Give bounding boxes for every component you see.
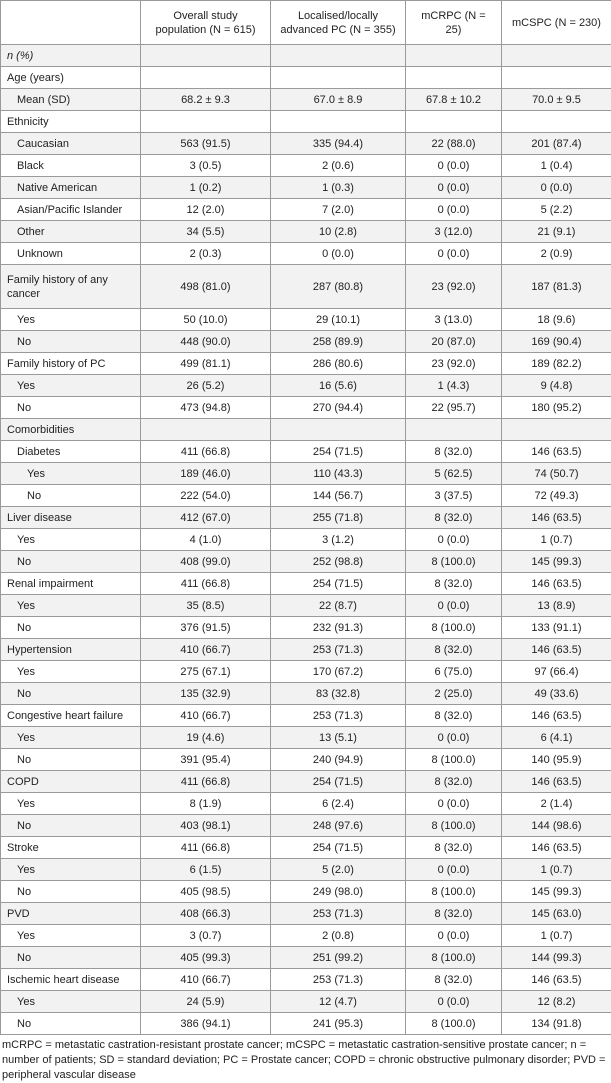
row-label: Unknown xyxy=(1,243,141,265)
cell-value: 72 (49.3) xyxy=(502,485,611,507)
cell-value: 8 (32.0) xyxy=(406,507,502,529)
cell-value xyxy=(502,419,611,441)
table-row xyxy=(1,881,611,903)
row-label: Asian/Pacific Islander xyxy=(1,199,141,221)
cell-value: 146 (63.5) xyxy=(502,969,611,991)
cell-value: 3 (0.7) xyxy=(141,925,271,947)
cell-value xyxy=(406,45,502,67)
cell-value xyxy=(271,67,406,89)
cell-value: 21 (9.1) xyxy=(502,221,611,243)
cell-value: 6 (4.1) xyxy=(502,727,611,749)
table-row xyxy=(1,463,611,485)
cell-value: 249 (98.0) xyxy=(271,881,406,903)
cell-value: 2 (1.4) xyxy=(502,793,611,815)
cell-value: 3 (0.5) xyxy=(141,155,271,177)
cell-value: 0 (0.0) xyxy=(406,727,502,749)
cell-value: 70.0 ± 9.5 xyxy=(502,89,611,111)
cell-value: 253 (71.3) xyxy=(271,903,406,925)
row-label: Yes xyxy=(1,859,141,881)
cell-value: 144 (99.3) xyxy=(502,947,611,969)
cell-value: 8 (100.0) xyxy=(406,881,502,903)
cell-value: 1 (0.2) xyxy=(141,177,271,199)
cell-value: 0 (0.0) xyxy=(406,243,502,265)
cell-value: 8 (32.0) xyxy=(406,705,502,727)
row-label: Stroke xyxy=(1,837,141,859)
table-row xyxy=(1,903,611,925)
row-label: Yes xyxy=(1,661,141,683)
row-label: Ethnicity xyxy=(1,111,141,133)
cell-value: 8 (100.0) xyxy=(406,947,502,969)
cell-value: 8 (100.0) xyxy=(406,815,502,837)
table-body xyxy=(1,45,611,1035)
cell-value: 410 (66.7) xyxy=(141,705,271,727)
cell-value: 20 (87.0) xyxy=(406,331,502,353)
cell-value: 145 (99.3) xyxy=(502,551,611,573)
cell-value: 8 (1.9) xyxy=(141,793,271,815)
row-label: Caucasian xyxy=(1,133,141,155)
row-label: Yes xyxy=(1,529,141,551)
cell-value: 8 (32.0) xyxy=(406,639,502,661)
cell-value: 19 (4.6) xyxy=(141,727,271,749)
table-row xyxy=(1,947,611,969)
cell-value: 498 (81.0) xyxy=(141,265,271,309)
cell-value: 13 (5.1) xyxy=(271,727,406,749)
cell-value: 35 (8.5) xyxy=(141,595,271,617)
cell-value: 251 (99.2) xyxy=(271,947,406,969)
cell-value: 254 (71.5) xyxy=(271,837,406,859)
cell-value: 254 (71.5) xyxy=(271,771,406,793)
row-label: Yes xyxy=(1,375,141,397)
cell-value: 146 (63.5) xyxy=(502,573,611,595)
table-row xyxy=(1,177,611,199)
table-row xyxy=(1,727,611,749)
cell-value: 8 (32.0) xyxy=(406,573,502,595)
cell-value: 411 (66.8) xyxy=(141,837,271,859)
cell-value: 170 (67.2) xyxy=(271,661,406,683)
cell-value: 253 (71.3) xyxy=(271,969,406,991)
cell-value: 2 (0.6) xyxy=(271,155,406,177)
cell-value: 22 (8.7) xyxy=(271,595,406,617)
header-cell-mcrpc: mCRPC (N = 25) xyxy=(406,1,502,45)
row-label: Black xyxy=(1,155,141,177)
row-label: Liver disease xyxy=(1,507,141,529)
cell-value: 0 (0.0) xyxy=(406,595,502,617)
cell-value xyxy=(141,111,271,133)
cell-value: 97 (66.4) xyxy=(502,661,611,683)
cell-value: 110 (43.3) xyxy=(271,463,406,485)
cell-value: 145 (63.0) xyxy=(502,903,611,925)
cell-value: 135 (32.9) xyxy=(141,683,271,705)
cell-value: 255 (71.8) xyxy=(271,507,406,529)
section-row xyxy=(1,67,611,89)
cell-value: 67.0 ± 8.9 xyxy=(271,89,406,111)
cell-value: 8 (100.0) xyxy=(406,551,502,573)
cell-value: 3 (1.2) xyxy=(271,529,406,551)
table-row xyxy=(1,265,611,309)
cell-value: 2 (0.8) xyxy=(271,925,406,947)
cell-value: 287 (80.8) xyxy=(271,265,406,309)
cell-value: 134 (91.8) xyxy=(502,1013,611,1035)
row-label: Yes xyxy=(1,309,141,331)
row-label: COPD xyxy=(1,771,141,793)
cell-value: 411 (66.8) xyxy=(141,441,271,463)
cell-value: 0 (0.0) xyxy=(502,177,611,199)
table-row xyxy=(1,925,611,947)
table-row xyxy=(1,661,611,683)
cell-value: 405 (99.3) xyxy=(141,947,271,969)
cell-value: 9 (4.8) xyxy=(502,375,611,397)
table-row xyxy=(1,507,611,529)
cell-value xyxy=(406,67,502,89)
cell-value: 169 (90.4) xyxy=(502,331,611,353)
cell-value: 473 (94.8) xyxy=(141,397,271,419)
table-row xyxy=(1,221,611,243)
row-label: Yes xyxy=(1,595,141,617)
cell-value: 24 (5.9) xyxy=(141,991,271,1013)
row-label: Ischemic heart disease xyxy=(1,969,141,991)
cell-value: 7 (2.0) xyxy=(271,199,406,221)
cell-value: 286 (80.6) xyxy=(271,353,406,375)
cell-value: 22 (88.0) xyxy=(406,133,502,155)
cell-value: 189 (82.2) xyxy=(502,353,611,375)
cell-value: 405 (98.5) xyxy=(141,881,271,903)
cell-value xyxy=(502,111,611,133)
cell-value: 410 (66.7) xyxy=(141,639,271,661)
row-label: Yes xyxy=(1,925,141,947)
cell-value: 0 (0.0) xyxy=(406,155,502,177)
cell-value: 146 (63.5) xyxy=(502,771,611,793)
cell-value: 8 (32.0) xyxy=(406,837,502,859)
table-row xyxy=(1,859,611,881)
cell-value: 408 (99.0) xyxy=(141,551,271,573)
cell-value: 12 (4.7) xyxy=(271,991,406,1013)
cell-value: 26 (5.2) xyxy=(141,375,271,397)
row-label: Yes xyxy=(1,793,141,815)
cell-value: 252 (98.8) xyxy=(271,551,406,573)
cell-value: 146 (63.5) xyxy=(502,441,611,463)
cell-value: 50 (10.0) xyxy=(141,309,271,331)
cell-value xyxy=(502,67,611,89)
cell-value: 412 (67.0) xyxy=(141,507,271,529)
cell-value: 34 (5.5) xyxy=(141,221,271,243)
cell-value: 3 (13.0) xyxy=(406,309,502,331)
cell-value: 240 (94.9) xyxy=(271,749,406,771)
table-row xyxy=(1,199,611,221)
cell-value: 0 (0.0) xyxy=(271,243,406,265)
cell-value: 408 (66.3) xyxy=(141,903,271,925)
cell-value: 1 (4.3) xyxy=(406,375,502,397)
cell-value: 8 (100.0) xyxy=(406,1013,502,1035)
row-label: PVD xyxy=(1,903,141,925)
cell-value: 3 (12.0) xyxy=(406,221,502,243)
cell-value xyxy=(141,67,271,89)
cell-value: 6 (2.4) xyxy=(271,793,406,815)
cell-value: 133 (91.1) xyxy=(502,617,611,639)
table-row xyxy=(1,397,611,419)
cell-value: 22 (95.7) xyxy=(406,397,502,419)
cell-value: 0 (0.0) xyxy=(406,991,502,1013)
cell-value: 74 (50.7) xyxy=(502,463,611,485)
table-row xyxy=(1,89,611,111)
row-label: Other xyxy=(1,221,141,243)
cell-value: 180 (95.2) xyxy=(502,397,611,419)
cell-value: 499 (81.1) xyxy=(141,353,271,375)
cell-value: 232 (91.3) xyxy=(271,617,406,639)
header-cell-label xyxy=(1,1,141,45)
row-label: No xyxy=(1,551,141,573)
cell-value: 253 (71.3) xyxy=(271,705,406,727)
table-row xyxy=(1,969,611,991)
cell-value: 18 (9.6) xyxy=(502,309,611,331)
cell-value: 1 (0.7) xyxy=(502,529,611,551)
section-row xyxy=(1,419,611,441)
cell-value: 6 (75.0) xyxy=(406,661,502,683)
cell-value: 411 (66.8) xyxy=(141,573,271,595)
row-label: No xyxy=(1,881,141,903)
table-row xyxy=(1,793,611,815)
header-cell-localised: Localised/locally advanced PC (N = 355) xyxy=(271,1,406,45)
row-label: No xyxy=(1,1013,141,1035)
cell-value: 410 (66.7) xyxy=(141,969,271,991)
table-row xyxy=(1,683,611,705)
table-row xyxy=(1,617,611,639)
section-row xyxy=(1,111,611,133)
cell-value: 144 (98.6) xyxy=(502,815,611,837)
cell-value: 5 (2.2) xyxy=(502,199,611,221)
row-label: No xyxy=(1,683,141,705)
cell-value: 2 (0.3) xyxy=(141,243,271,265)
table-row xyxy=(1,1013,611,1035)
table-row xyxy=(1,133,611,155)
cell-value: 3 (37.5) xyxy=(406,485,502,507)
table-row xyxy=(1,815,611,837)
row-label: No xyxy=(1,749,141,771)
cell-value: 201 (87.4) xyxy=(502,133,611,155)
cell-value xyxy=(271,111,406,133)
cell-value: 187 (81.3) xyxy=(502,265,611,309)
row-label: Yes xyxy=(1,727,141,749)
cell-value: 411 (66.8) xyxy=(141,771,271,793)
row-label: Native American xyxy=(1,177,141,199)
cell-value: 23 (92.0) xyxy=(406,353,502,375)
cell-value: 67.8 ± 10.2 xyxy=(406,89,502,111)
row-label: No xyxy=(1,397,141,419)
cell-value: 189 (46.0) xyxy=(141,463,271,485)
cell-value: 144 (56.7) xyxy=(271,485,406,507)
row-label: No xyxy=(1,485,141,507)
cell-value: 1 (0.3) xyxy=(271,177,406,199)
cell-value: 12 (2.0) xyxy=(141,199,271,221)
cell-value: 563 (91.5) xyxy=(141,133,271,155)
cell-value: 270 (94.4) xyxy=(271,397,406,419)
row-label: Yes xyxy=(1,991,141,1013)
row-label: Comorbidities xyxy=(1,419,141,441)
cell-value: 6 (1.5) xyxy=(141,859,271,881)
row-label: Diabetes xyxy=(1,441,141,463)
table-row xyxy=(1,375,611,397)
cell-value: 5 (62.5) xyxy=(406,463,502,485)
cell-value: 8 (100.0) xyxy=(406,749,502,771)
cell-value: 8 (32.0) xyxy=(406,441,502,463)
table-row xyxy=(1,595,611,617)
cell-value: 68.2 ± 9.3 xyxy=(141,89,271,111)
cell-value: 0 (0.0) xyxy=(406,199,502,221)
cell-value: 254 (71.5) xyxy=(271,573,406,595)
cell-value: 145 (99.3) xyxy=(502,881,611,903)
table-row xyxy=(1,485,611,507)
cell-value: 23 (92.0) xyxy=(406,265,502,309)
cell-value: 12 (8.2) xyxy=(502,991,611,1013)
table-row xyxy=(1,441,611,463)
section-row xyxy=(1,45,611,67)
cell-value: 448 (90.0) xyxy=(141,331,271,353)
cell-value: 241 (95.3) xyxy=(271,1013,406,1035)
table-footnote: mCRPC = metastatic castration-resistant prostate cancer; mCSPC = metastatic castration-sensitive prostate cancer; n = number of patients; SD = standard deviation; PC = Prostate cancer; COPD = chronic obstructive pulmonary disorder; PVD = peripheral vascular disease xyxy=(0,1035,611,1083)
row-label: Hypertension xyxy=(1,639,141,661)
cell-value: 2 (25.0) xyxy=(406,683,502,705)
cell-value xyxy=(271,45,406,67)
table-row xyxy=(1,771,611,793)
row-label: Congestive heart failure xyxy=(1,705,141,727)
cell-value: 376 (91.5) xyxy=(141,617,271,639)
table-row xyxy=(1,639,611,661)
cell-value: 0 (0.0) xyxy=(406,859,502,881)
cell-value: 254 (71.5) xyxy=(271,441,406,463)
cell-value xyxy=(271,419,406,441)
table-row xyxy=(1,529,611,551)
table-row xyxy=(1,991,611,1013)
row-label: No xyxy=(1,947,141,969)
cell-value xyxy=(141,45,271,67)
cell-value: 1 (0.7) xyxy=(502,925,611,947)
cell-value: 248 (97.6) xyxy=(271,815,406,837)
table-row xyxy=(1,243,611,265)
cell-value: 8 (100.0) xyxy=(406,617,502,639)
cell-value: 2 (0.9) xyxy=(502,243,611,265)
table-row xyxy=(1,551,611,573)
cell-value: 146 (63.5) xyxy=(502,639,611,661)
row-label: Mean (SD) xyxy=(1,89,141,111)
cell-value xyxy=(406,111,502,133)
row-label: n (%) xyxy=(1,45,141,67)
table-row xyxy=(1,309,611,331)
cell-value: 222 (54.0) xyxy=(141,485,271,507)
cell-value: 146 (63.5) xyxy=(502,507,611,529)
cell-value: 8 (32.0) xyxy=(406,903,502,925)
cell-value: 29 (10.1) xyxy=(271,309,406,331)
table-row xyxy=(1,331,611,353)
cell-value: 146 (63.5) xyxy=(502,837,611,859)
row-label: No xyxy=(1,617,141,639)
row-label: Family history of any cancer xyxy=(1,265,141,309)
cell-value: 10 (2.8) xyxy=(271,221,406,243)
header-row xyxy=(1,1,611,45)
cell-value: 140 (95.9) xyxy=(502,749,611,771)
cell-value: 391 (95.4) xyxy=(141,749,271,771)
cell-value: 83 (32.8) xyxy=(271,683,406,705)
cell-value: 0 (0.0) xyxy=(406,793,502,815)
cell-value: 13 (8.9) xyxy=(502,595,611,617)
cell-value: 8 (32.0) xyxy=(406,771,502,793)
header-cell-overall: Overall study population (N = 615) xyxy=(141,1,271,45)
row-label: Yes xyxy=(1,463,141,485)
header-cell-mcspc: mCSPC (N = 230) xyxy=(502,1,611,45)
cell-value xyxy=(141,419,271,441)
cell-value: 335 (94.4) xyxy=(271,133,406,155)
cell-value: 0 (0.0) xyxy=(406,529,502,551)
table-row xyxy=(1,353,611,375)
row-label: No xyxy=(1,331,141,353)
cell-value: 403 (98.1) xyxy=(141,815,271,837)
table-row xyxy=(1,573,611,595)
cell-value: 0 (0.0) xyxy=(406,925,502,947)
row-label: Renal impairment xyxy=(1,573,141,595)
table-row xyxy=(1,837,611,859)
row-label: No xyxy=(1,815,141,837)
cell-value: 1 (0.7) xyxy=(502,859,611,881)
cell-value: 49 (33.6) xyxy=(502,683,611,705)
cell-value xyxy=(406,419,502,441)
cell-value: 1 (0.4) xyxy=(502,155,611,177)
cell-value: 16 (5.6) xyxy=(271,375,406,397)
table-row xyxy=(1,155,611,177)
cell-value: 386 (94.1) xyxy=(141,1013,271,1035)
cell-value: 4 (1.0) xyxy=(141,529,271,551)
cell-value: 253 (71.3) xyxy=(271,639,406,661)
row-label: Family history of PC xyxy=(1,353,141,375)
table-row xyxy=(1,705,611,727)
cell-value: 0 (0.0) xyxy=(406,177,502,199)
cell-value xyxy=(502,45,611,67)
cell-value: 8 (32.0) xyxy=(406,969,502,991)
cell-value: 258 (89.9) xyxy=(271,331,406,353)
cell-value: 275 (67.1) xyxy=(141,661,271,683)
table-row xyxy=(1,749,611,771)
row-label: Age (years) xyxy=(1,67,141,89)
cell-value: 5 (2.0) xyxy=(271,859,406,881)
cell-value: 146 (63.5) xyxy=(502,705,611,727)
